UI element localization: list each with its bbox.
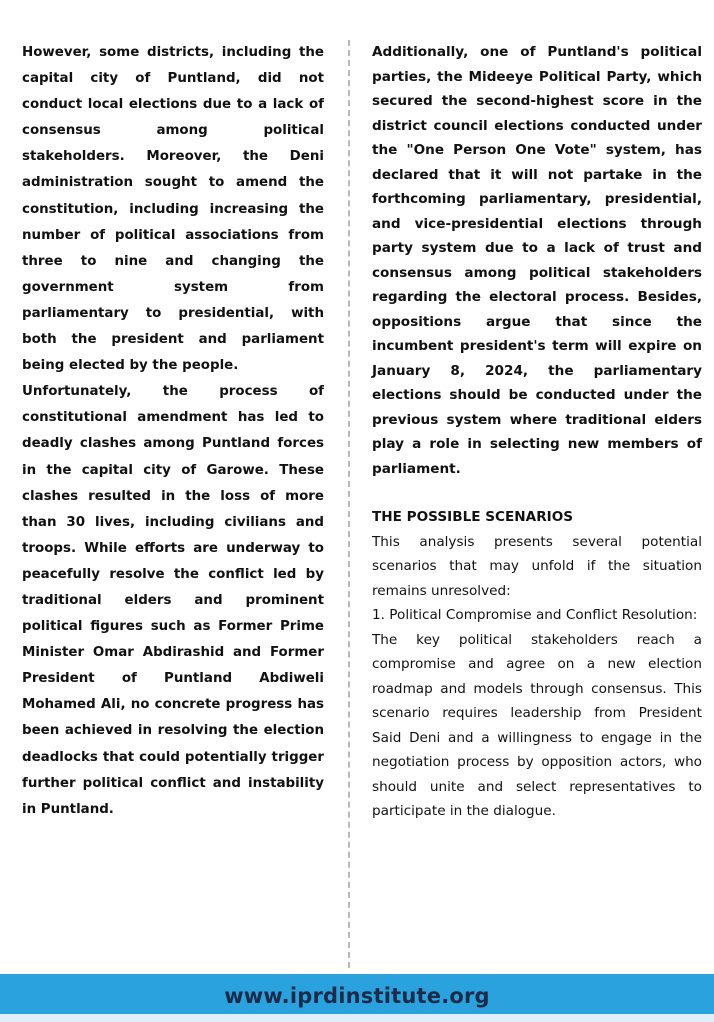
right-paragraph-1: Additionally, one of Puntland's political parties, the Mideeye Political Party, which secured the second-highest score in the district council elections conducted under the "One Person One Vote" system, has declared that it will not partake in the forthcoming parliamentary, presidential, and vice-presidential elections through party system due to a lack of trust and consensus among political stakeholders regarding the electoral process. Besides, oppositions argue that since the incumbent president's term will expire on January 8, 2024, the parliamentary elections should be conducted under the previous system where traditional elders play a role in selecting new members of parliament. [372, 44, 702, 477]
scenario-1-body: The key political stakeholders reach a compromise and agree on a new election roadmap and models through consensus. This scenario requires leadership from President Said Deni and a willingness to engage in the negotiation process by opposition actors, who should unite and select representatives to participate in the dialogue. [372, 631, 702, 819]
footer-strip [0, 1014, 714, 1022]
scenario-1-title: 1. Political Compromise and Conflict Resolution: [372, 607, 698, 623]
section-spacer [372, 481, 702, 505]
left-paragraph-2: Unfortunately, the process of constitutional amendment has led to deadly clashes among Puntland forces in the capital city of Garowe. These clashes resulted in the loss of more than 30 lives, including civilians and troops. While efforts are underway to peacefully resolve the conflict led by traditional elders and prominent political figures such as Former Prime Minister Omar Abdirashid and Former President of Puntland Abdiweli Mohamed Ali, no concrete progress has been achieved in resolving the election deadlocks that could potentially trigger further political conflict and instability in Puntland. [22, 384, 324, 817]
left-column [22, 40, 324, 823]
left-paragraph-1: However, some districts, including the capital city of Puntland, did not conduct local elections due to a lack of consensus among political stakeholders. Moreover, the Deni administration sought to amend the constitution, including increasing the number of political associations from three to nine and changing the government system from parliamentary to presidential, with both the president and parliament being elected by the people. [22, 45, 324, 374]
column-divider [348, 40, 350, 968]
website-url[interactable]: www.iprdinstitute.org [224, 984, 490, 1008]
section-heading: THE POSSIBLE SCENARIOS [372, 509, 574, 525]
scenarios-intro: This analysis presents several potential scenarios that may unfold if the situation remains unresolved: [372, 533, 702, 599]
right-column [372, 40, 702, 824]
